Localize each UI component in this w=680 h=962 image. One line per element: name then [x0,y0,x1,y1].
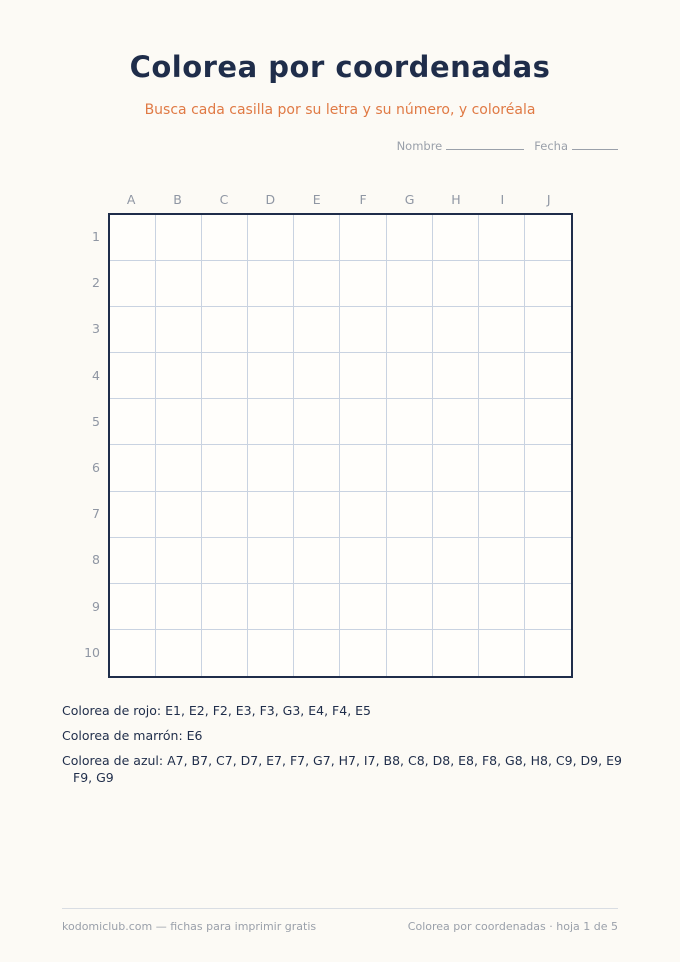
instructions [62,702,622,794]
grid-cell-f3[interactable] [340,307,386,353]
grid-cell-i2[interactable] [479,261,525,307]
grid-cell-d3[interactable] [248,307,294,353]
grid-cell-a9[interactable] [110,584,156,630]
grid-cell-b3[interactable] [156,307,202,353]
grid-cell-i7[interactable] [479,492,525,538]
grid-cell-d9[interactable] [248,584,294,630]
grid-cell-d5[interactable] [248,399,294,445]
grid-cell-g2[interactable] [387,261,433,307]
grid-cell-h7[interactable] [433,492,479,538]
grid-cell-i3[interactable] [479,307,525,353]
grid-cell-h4[interactable] [433,353,479,399]
grid-cell-c4[interactable] [202,353,248,399]
grid-cell-g4[interactable] [387,353,433,399]
grid-cell-d6[interactable] [248,445,294,491]
column-label-c: C [219,192,229,207]
grid-cell-b9[interactable] [156,584,202,630]
grid-cell-b7[interactable] [156,492,202,538]
footer-divider [62,908,618,909]
row-label-2: 2 [92,275,100,291]
grid-cell-g9[interactable] [387,584,433,630]
coordinate-grid[interactable] [108,213,573,678]
grid-cell-f1[interactable] [340,215,386,261]
grid-cell-i10[interactable] [479,630,525,676]
grid-cell-e2[interactable] [294,261,340,307]
column-label-i: I [500,192,505,207]
grid-cell-d1[interactable] [248,215,294,261]
grid-cell-f6[interactable] [340,445,386,491]
column-label-e: E [312,192,321,207]
grid-cell-j8[interactable] [525,538,571,584]
grid-cell-b8[interactable] [156,538,202,584]
column-label-j: J [546,192,551,207]
grid-cell-c5[interactable] [202,399,248,445]
grid-cell-c3[interactable] [202,307,248,353]
column-label-a: A [126,192,136,207]
grid-cell-f9[interactable] [340,584,386,630]
grid-cell-a5[interactable] [110,399,156,445]
grid-cell-h8[interactable] [433,538,479,584]
grid-cell-a2[interactable] [110,261,156,307]
row-label-8: 8 [92,552,100,568]
grid-cell-g5[interactable] [387,399,433,445]
grid-cell-a8[interactable] [110,538,156,584]
grid-cell-i5[interactable] [479,399,525,445]
grid-cell-b5[interactable] [156,399,202,445]
grid-cell-c10[interactable] [202,630,248,676]
grid-cell-c2[interactable] [202,261,248,307]
grid-cell-c9[interactable] [202,584,248,630]
row-labels [76,214,100,676]
grid-cell-g1[interactable] [387,215,433,261]
footer-site: kodomiclub.com — fichas para imprimir gratis [62,920,317,933]
grid-cell-j5[interactable] [525,399,571,445]
grid-cell-h6[interactable] [433,445,479,491]
grid-cell-e6[interactable] [294,445,340,491]
grid-cell-i6[interactable] [479,445,525,491]
grid-cell-a3[interactable] [110,307,156,353]
grid-cell-d4[interactable] [248,353,294,399]
grid-cell-b10[interactable] [156,630,202,676]
row-label-7: 7 [92,506,100,522]
grid-cell-a7[interactable] [110,492,156,538]
grid-cell-j1[interactable] [525,215,571,261]
grid-cell-e4[interactable] [294,353,340,399]
grid-cell-g3[interactable] [387,307,433,353]
column-label-f: F [359,192,367,207]
name-date-fields [397,139,618,153]
grid-cell-f8[interactable] [340,538,386,584]
grid-cell-c7[interactable] [202,492,248,538]
grid-cell-a4[interactable] [110,353,156,399]
grid-cell-j3[interactable] [525,307,571,353]
grid-cell-j7[interactable] [525,492,571,538]
instruction-line: Colorea de azul: A7, B7, C7, D7, E7, F7, G7, H7, I7, B8, C8, D8, E8, F8, G8, H8, C9, D9, E9 F9, G9 [62,753,622,785]
footer-page-info: Colorea por coordenadas · hoja 1 de 5 [407,920,618,933]
grid-cell-b2[interactable] [156,261,202,307]
date-label: Fecha [534,139,568,153]
grid-cell-j10[interactable] [525,630,571,676]
grid-cell-e10[interactable] [294,630,340,676]
row-label-3: 3 [92,321,100,337]
row-label-10: 10 [84,644,100,660]
grid-cell-j2[interactable] [525,261,571,307]
grid-cell-h1[interactable] [433,215,479,261]
page-subtitle: Busca cada casilla por su letra y su número, y coloréala [144,102,536,118]
grid-cell-i9[interactable] [479,584,525,630]
page-title: Colorea por coordenadas [129,50,551,84]
row-label-4: 4 [92,367,100,383]
grid-cell-c8[interactable] [202,538,248,584]
grid-cell-h10[interactable] [433,630,479,676]
row-label-6: 6 [92,459,100,475]
grid-cell-g7[interactable] [387,492,433,538]
column-label-b: B [173,192,182,207]
grid-cell-f5[interactable] [340,399,386,445]
grid-cell-e3[interactable] [294,307,340,353]
grid-cell-a6[interactable] [110,445,156,491]
grid-cell-e8[interactable] [294,538,340,584]
name-field[interactable] [397,139,525,153]
grid-cell-b1[interactable] [156,215,202,261]
grid-cell-e9[interactable] [294,584,340,630]
grid-cell-b6[interactable] [156,445,202,491]
grid-cell-a1[interactable] [110,215,156,261]
grid-cell-c1[interactable] [202,215,248,261]
grid-cell-j4[interactable] [525,353,571,399]
grid-cell-g6[interactable] [387,445,433,491]
grid-cell-e5[interactable] [294,399,340,445]
grid-cell-f2[interactable] [340,261,386,307]
grid-cell-d7[interactable] [248,492,294,538]
date-field[interactable] [534,139,618,153]
grid-cell-d8[interactable] [248,538,294,584]
grid-cell-g10[interactable] [387,630,433,676]
grid-cell-j6[interactable] [525,445,571,491]
grid-cell-j9[interactable] [525,584,571,630]
grid-cell-h2[interactable] [433,261,479,307]
grid-cell-g8[interactable] [387,538,433,584]
name-label: Nombre [396,139,443,153]
grid-cell-c6[interactable] [202,445,248,491]
column-label-h: H [451,192,461,207]
grid-cell-f4[interactable] [340,353,386,399]
row-label-1: 1 [92,229,100,244]
column-label-g: G [404,192,415,207]
column-label-d: D [265,192,276,207]
grid-cell-h5[interactable] [433,399,479,445]
grid-cell-f10[interactable] [340,630,386,676]
column-labels [108,192,572,208]
grid-cell-a10[interactable] [110,630,156,676]
instruction-line: Colorea de rojo: E1, E2, F2, E3, F3, G3, E4, F4, E5 [62,703,371,718]
grid-cell-b4[interactable] [156,353,202,399]
grid-cell-h9[interactable] [433,584,479,630]
grid-cell-i1[interactable] [479,215,525,261]
grid-cell-d2[interactable] [248,261,294,307]
grid-cell-e7[interactable] [294,492,340,538]
grid-cell-e1[interactable] [294,215,340,261]
grid-cell-h3[interactable] [433,307,479,353]
instruction-line: Colorea de marrón: E6 [62,728,203,743]
grid-cell-i4[interactable] [479,353,525,399]
row-label-5: 5 [92,413,100,429]
row-label-9: 9 [92,598,100,614]
grid-cell-f7[interactable] [340,492,386,538]
grid-cell-d10[interactable] [248,630,294,676]
grid-cell-i8[interactable] [479,538,525,584]
